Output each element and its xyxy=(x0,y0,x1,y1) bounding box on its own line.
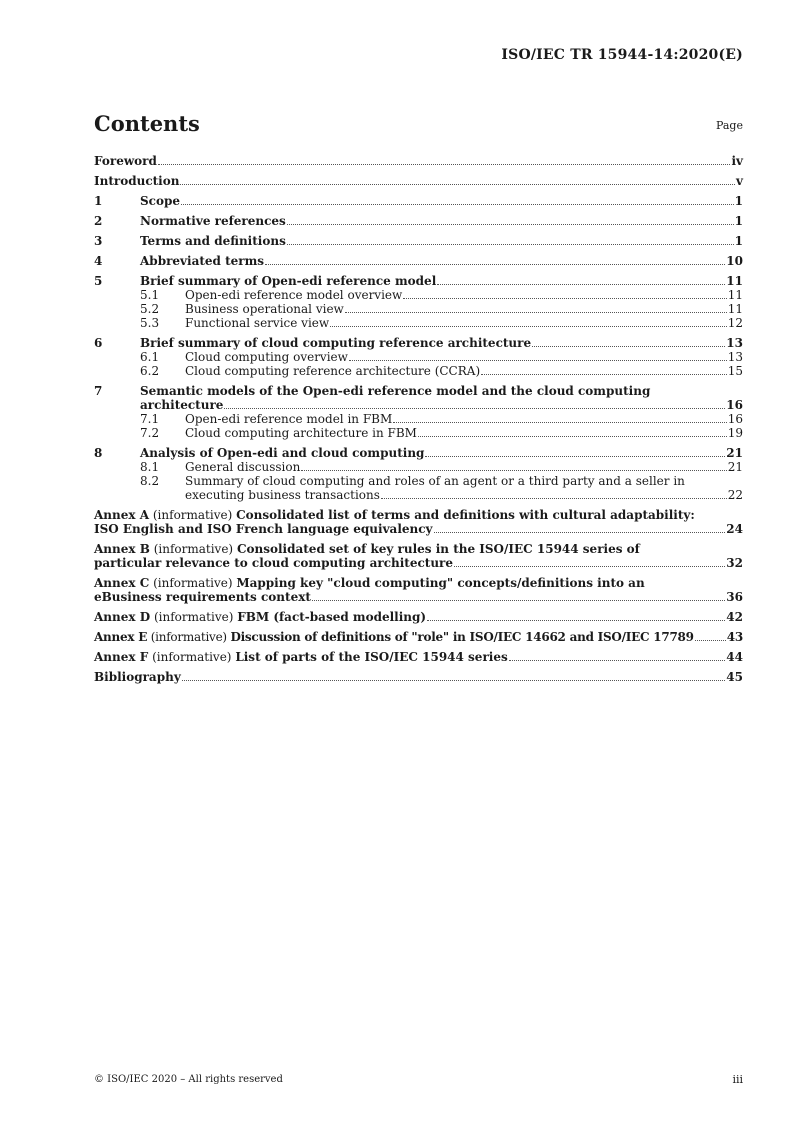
toc-entry-introduction[interactable] xyxy=(94,174,743,188)
subclause-number: 5.1 xyxy=(140,288,160,302)
dot-leader xyxy=(454,566,725,567)
toc-entry-annex-f[interactable] xyxy=(94,650,743,664)
toc-page: 15 xyxy=(727,364,743,378)
annex-kind: (informative) xyxy=(153,576,233,590)
toc-label-line1: Semantic models of the Open-edi reference model and the cloud computing xyxy=(140,384,651,398)
toc-entry-clause-8[interactable] xyxy=(94,446,743,502)
clause-number: 5 xyxy=(94,274,103,288)
toc-label: Normative references xyxy=(140,214,286,228)
dot-leader xyxy=(403,298,726,299)
annex-name: Annex B xyxy=(94,542,150,556)
toc-label-line1: Summary of cloud computing and roles of an agent or a third party and a seller in xyxy=(185,474,685,488)
annex-kind: (informative) xyxy=(152,508,233,522)
toc-page: iv xyxy=(731,154,743,168)
toc-entry-foreword[interactable] xyxy=(94,154,743,168)
subclause-number: 8.1 xyxy=(140,460,160,474)
toc-entry-annex-a[interactable] xyxy=(94,508,743,536)
toc-label: Scope xyxy=(140,194,181,208)
toc-label: Brief summary of cloud computing reference architecture xyxy=(140,336,532,350)
annex-title-line2: eBusiness requirements context xyxy=(94,590,311,604)
toc-label: Cloud computing architecture in FBM xyxy=(185,426,417,440)
toc-subentry-5-2[interactable] xyxy=(94,302,743,316)
page-column-label: Page xyxy=(715,119,743,132)
clause-number: 6 xyxy=(94,336,103,350)
copyright-notice: © ISO/IEC 2020 – All rights reserved xyxy=(94,1074,283,1085)
toc-subentry-5-3[interactable] xyxy=(94,316,743,330)
document-id: ISO/IEC TR 15944-14:2020(E) xyxy=(501,47,743,63)
toc-subentry-7-2[interactable] xyxy=(94,426,743,440)
dot-leader xyxy=(393,422,726,423)
toc-page: v xyxy=(736,174,743,188)
annex-title-line1: Consolidated set of key rules in the ISO/IEC 15944 series of xyxy=(236,542,640,556)
subclause-number: 5.2 xyxy=(140,302,160,316)
annex-kind: (informative) xyxy=(152,650,232,664)
dot-leader xyxy=(182,680,726,681)
toc-page: 12 xyxy=(727,316,743,330)
dot-leader xyxy=(425,456,725,457)
toc-page: 13 xyxy=(726,336,743,350)
toc-subentry-8-2[interactable] xyxy=(94,474,743,502)
subclause-number: 7.2 xyxy=(140,426,160,440)
dot-leader xyxy=(345,312,727,313)
toc-label: Introduction xyxy=(94,174,180,188)
toc-entry-bibliography[interactable] xyxy=(94,670,743,684)
toc-label: Open-edi reference model in FBM xyxy=(185,412,393,426)
toc-subentry-8-1[interactable] xyxy=(94,460,743,474)
annex-name: Annex E xyxy=(94,630,148,644)
dot-leader xyxy=(287,244,734,245)
toc-page: 45 xyxy=(726,670,743,684)
toc-entry-clause-1[interactable] xyxy=(94,194,743,208)
dot-leader xyxy=(181,204,734,205)
toc-label: Open-edi reference model overview xyxy=(185,288,403,302)
dot-leader xyxy=(224,408,725,409)
toc-page: 21 xyxy=(727,460,743,474)
toc-entry-annex-d[interactable] xyxy=(94,610,743,624)
dot-leader xyxy=(509,660,726,661)
toc-label: Cloud computing reference architecture (CCRA) xyxy=(185,364,481,378)
toc-page: 11 xyxy=(727,288,743,302)
annex-title-line1: Mapping key "cloud computing" concepts/definitions into an xyxy=(236,576,645,590)
toc-page: 44 xyxy=(726,650,743,664)
dot-leader xyxy=(158,164,731,165)
toc-page: 24 xyxy=(726,522,743,536)
toc-subentry-6-2[interactable] xyxy=(94,364,743,378)
toc-label: Terms and definitions xyxy=(140,234,286,248)
page-number: iii xyxy=(732,1073,743,1086)
annex-kind: (informative) xyxy=(153,542,234,556)
dot-leader xyxy=(434,532,726,533)
toc-entry-clause-5[interactable] xyxy=(94,274,743,330)
annex-name: Annex C xyxy=(94,576,150,590)
toc-subentry-6-1[interactable] xyxy=(94,350,743,364)
dot-leader xyxy=(427,620,725,621)
toc-entry-clause-3[interactable] xyxy=(94,234,743,248)
annex-name: Annex D xyxy=(94,610,151,624)
toc-label: Business operational view xyxy=(185,302,344,316)
toc-page: 43 xyxy=(726,630,743,644)
dot-leader xyxy=(180,184,735,185)
toc-entry-clause-7[interactable] xyxy=(94,384,743,440)
toc-entry-clause-2[interactable] xyxy=(94,214,743,228)
dot-leader xyxy=(265,264,725,265)
toc-label-line2: architecture xyxy=(140,398,224,412)
subclause-number: 6.2 xyxy=(140,364,160,378)
clause-number: 3 xyxy=(94,234,103,248)
toc-label: Cloud computing overview xyxy=(185,350,348,364)
toc-label: Analysis of Open-edi and cloud computing xyxy=(140,446,425,460)
dot-leader xyxy=(330,326,727,327)
toc-subentry-7-1[interactable] xyxy=(94,412,743,426)
toc-entry-clause-6[interactable] xyxy=(94,336,743,378)
toc-label: Functional service view xyxy=(185,316,330,330)
annex-title: FBM (fact-based modelling) xyxy=(237,610,427,624)
dot-leader xyxy=(481,374,727,375)
table-of-contents xyxy=(94,154,743,684)
subclause-number: 5.3 xyxy=(140,316,160,330)
toc-label: Abbreviated terms xyxy=(140,254,265,268)
dot-leader xyxy=(695,640,726,641)
toc-page: 32 xyxy=(726,556,743,570)
toc-page: 1 xyxy=(734,214,743,228)
toc-page: 16 xyxy=(726,398,743,412)
dot-leader xyxy=(312,600,725,601)
clause-number: 8 xyxy=(94,446,103,460)
dot-leader xyxy=(532,346,725,347)
dot-leader xyxy=(381,498,727,499)
annex-name: Annex A xyxy=(94,508,150,522)
subclause-number: 7.1 xyxy=(140,412,160,426)
clause-number: 7 xyxy=(94,384,103,398)
annex-kind: (informative) xyxy=(153,610,234,624)
toc-page: 1 xyxy=(734,194,743,208)
toc-page: 1 xyxy=(734,234,743,248)
toc-page: 10 xyxy=(726,254,743,268)
toc-page: 36 xyxy=(726,590,743,604)
annex-kind: (informative) xyxy=(150,630,227,644)
annex-title: Discussion of definitions of "role" in ISO/IEC 14662 and ISO/IEC 17789 xyxy=(230,630,694,644)
toc-page: 22 xyxy=(727,488,743,502)
toc-page: 11 xyxy=(726,274,743,288)
annex-title-line2: ISO English and ISO French language equivalency xyxy=(94,522,433,536)
annex-title-line1: Consolidated list of terms and definitions with cultural adaptability: xyxy=(236,508,695,522)
toc-label-line2: executing business transactions xyxy=(185,488,380,502)
subclause-number: 6.1 xyxy=(140,350,160,364)
toc-subentry-5-1[interactable] xyxy=(94,288,743,302)
toc-entry-annex-b[interactable] xyxy=(94,542,743,570)
dot-leader xyxy=(301,470,726,471)
toc-label: Foreword xyxy=(94,154,157,168)
clause-number: 2 xyxy=(94,214,103,228)
toc-entry-clause-4[interactable] xyxy=(94,254,743,268)
toc-page: 42 xyxy=(726,610,743,624)
dot-leader xyxy=(437,284,725,285)
dot-leader xyxy=(418,436,727,437)
toc-page: 13 xyxy=(727,350,743,364)
annex-title: List of parts of the ISO/IEC 15944 series xyxy=(235,650,508,664)
toc-page: 19 xyxy=(727,426,743,440)
dot-leader xyxy=(287,224,734,225)
toc-label: Bibliography xyxy=(94,670,181,684)
page-title: Contents xyxy=(94,111,200,136)
toc-label: Brief summary of Open-edi reference model xyxy=(140,274,437,288)
subclause-number: 8.2 xyxy=(140,474,160,488)
toc-page: 21 xyxy=(726,446,743,460)
toc-entry-annex-e[interactable] xyxy=(94,630,743,644)
toc-label: General discussion xyxy=(185,460,301,474)
clause-number: 4 xyxy=(94,254,103,268)
toc-entry-annex-c[interactable] xyxy=(94,576,743,604)
toc-page: 16 xyxy=(727,412,743,426)
dot-leader xyxy=(349,360,727,361)
annex-title-line2: particular relevance to cloud computing architecture xyxy=(94,556,453,570)
annex-name: Annex F xyxy=(94,650,149,664)
clause-number: 1 xyxy=(94,194,103,208)
toc-page: 11 xyxy=(727,302,743,316)
